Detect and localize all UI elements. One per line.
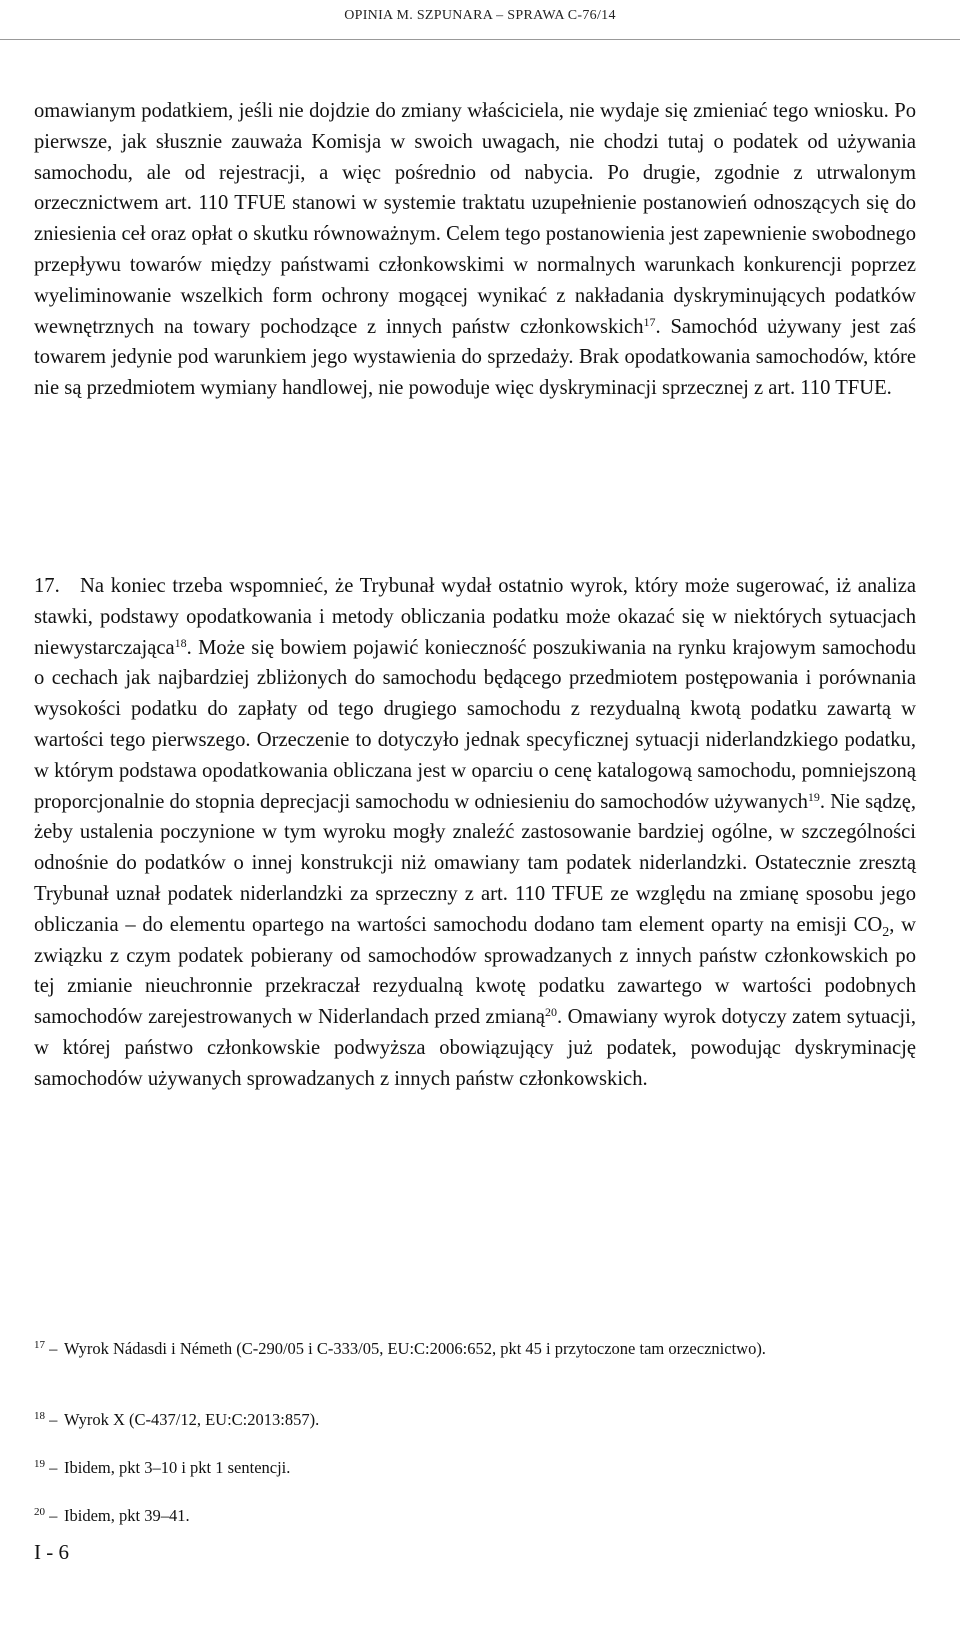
page-number: I - 6 bbox=[34, 1540, 69, 1564]
paragraph-text: . Omawiany wyrok dotyczy zatem sytuacji, w której państwo członkowskie podwyższa obowiązujący już podatek, powodując dyskryminację samochodów używanych sprowadzanych z innych państw członkowskich. bbox=[34, 1006, 916, 1090]
footnote-text: Wyrok X (C-437/12, EU:C:2013:857). bbox=[64, 1410, 320, 1429]
footnote-17 bbox=[34, 1337, 916, 1361]
footnote-19 bbox=[34, 1456, 916, 1480]
paragraph-text: omawianym podatkiem, jeśli nie dojdzie do zmiany właściciela, nie wydaje się zmieniać tego wniosku. Po pierwsze, jak słusznie zauważa Komisja w swoich uwagach, nie chodzi tutaj o podatek od używania samochodu, ale od rejestracji, a więc pośrednio od nabycia. Po drugie, zgodnie z utrwalonym orzecznictwem art. 110 TFUE stanowi w systemie traktatu uzupełnienie postanowień odnoszących się do zniesienia ceł oraz opłat o skutku równoważnym. Celem tego postanowienia jest zapewnienie swobodnego przepływu towarów między państwami członkowskimi w normalnych warunkach konkurencji poprzez wyeliminowanie wszelkich form ochrony mogącej wynikać z nakładania dyskryminujących podatków wewnętrznych na towary pochodzące z innych państw członkowskich bbox=[34, 100, 916, 338]
footnote-number: 20 bbox=[34, 1506, 45, 1518]
running-header: OPINIA M. SZPUNARA – SPRAWA C-76/14 bbox=[344, 8, 616, 23]
footnote-20 bbox=[34, 1504, 916, 1528]
footnote-reference-20[interactable]: 20 bbox=[545, 1005, 558, 1020]
paragraph-number: 17. bbox=[34, 575, 60, 597]
co2-subscript: 2 bbox=[882, 924, 890, 940]
footnote-marker bbox=[34, 1337, 94, 1361]
footnote-number: 17 bbox=[34, 1339, 45, 1351]
footnote-reference-17[interactable]: 17 bbox=[643, 314, 656, 329]
paragraph-text: , w związku z czym podatek pobierany od samochodów sprowadzanych z innych państw członkowskich po tej zmianie nieuchronnie przekraczał rezydualną kwotę podatku zawartego w wartości podobnych samochodów zarejestrowanych w Niderlandach przed zmianą bbox=[34, 913, 917, 1029]
paragraph-17 bbox=[34, 571, 916, 1095]
header-divider bbox=[0, 39, 960, 40]
footnote-marker bbox=[34, 1456, 94, 1480]
footnote-dash: – bbox=[49, 1339, 58, 1358]
footnote-marker bbox=[34, 1504, 94, 1528]
paragraph-text: . Samochód używany jest zaś towarem jedynie pod warunkiem jego wystawienia do sprzedaży. Brak opodatkowania samochodów, które nie są przedmiotem wymiany handlowej, nie powoduje więc dyskryminacji sprzecznej z art. 110 TFUE. bbox=[34, 315, 916, 400]
footnote-reference-19[interactable]: 19 bbox=[807, 789, 820, 804]
footnote-number: 19 bbox=[34, 1458, 45, 1470]
paragraph-text: Na koniec trzeba wspomnieć, że Trybunał wydał ostatnio wyrok, który może sugerować, iż analiza stawki, podstawy opodatkowania i metody obliczania podatku może okazać się w niektórych sytuacjach niewystarczająca bbox=[34, 575, 916, 659]
footnote-reference-18[interactable]: 18 bbox=[174, 635, 187, 650]
footnote-text: Wyrok Nádasdi i Németh (C-290/05 i C-333/05, EU:C:2006:652, pkt 45 i przytoczone tam orzecznictwo). bbox=[64, 1339, 766, 1358]
paragraph-text: . Nie sądzę, żeby ustalenia poczynione w tym wyroku mogły znaleźć zastosowanie bardziej ogólne, w szczególności odnośnie do podatków o innej konstrukcji niż omawiany tam podatek niderlandzki. Ostatecznie zresztą Trybunał uznał podatek niderlandzki za sprzeczny z art. 110 TFUE ze względu na zmianę sposobu jego obliczania – do elementu opartego na wartości samochodu dodano tam element oparty na emisji CO bbox=[34, 790, 916, 936]
footnote-dash: – bbox=[49, 1410, 58, 1429]
paragraph-text: . Może się bowiem pojawić konieczność poszukiwania na rynku krajowym samochodu o cechach jak najbardziej zbliżonych do samochodu będącego przedmiotem postępowania i porównania wysokości podatku do zapłaty od tego drugiego samochodu z rezydualną kwotą podatku zawartą w wartości tego pierwszego. Orzeczenie to dotyczyło jednak specyficznej sytuacji niderlandzkiego podatku, w którym podstawa opodatkowania obliczana jest w oparciu o cenę katalogową samochodu, pomniejszoną proporcjonalnie do stopnia deprecjacji samochodu w odniesieniu do samochodów używanych bbox=[34, 636, 916, 813]
footnote-dash: – bbox=[49, 1506, 58, 1525]
footnote-text: Ibidem, pkt 39–41. bbox=[64, 1506, 190, 1525]
footnote-number: 18 bbox=[34, 1410, 45, 1422]
footnote-text: Ibidem, pkt 3–10 i pkt 1 sentencji. bbox=[64, 1458, 291, 1477]
footnote-dash: – bbox=[49, 1458, 58, 1477]
footnote-18 bbox=[34, 1408, 916, 1432]
paragraph-continuation bbox=[34, 96, 916, 404]
footnote-marker bbox=[34, 1408, 94, 1432]
